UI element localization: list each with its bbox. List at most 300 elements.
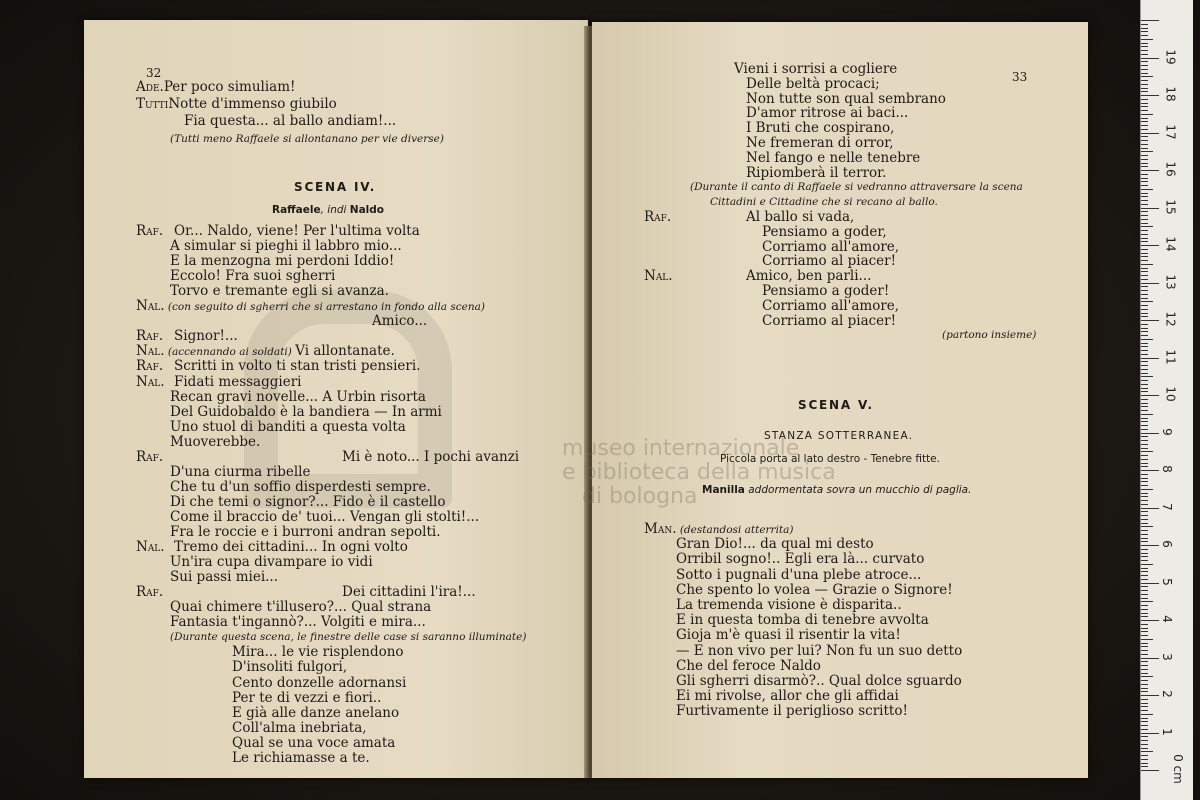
- watermark-line: di bologna: [582, 484, 698, 509]
- ruler-tick: [1141, 481, 1148, 482]
- ruler-tick: [1141, 271, 1148, 272]
- speaker-line: [136, 584, 476, 601]
- ruler-tick: [1141, 766, 1148, 767]
- verse-line: Torvo e tremante egli si avanza.: [170, 283, 389, 300]
- ruler-tick: [1141, 770, 1159, 771]
- speaker-line: [644, 209, 855, 225]
- ruler-label: 10: [1163, 386, 1178, 402]
- ruler-tick: [1141, 440, 1148, 441]
- stage-direction: Cittadini e Cittadine che si recano al ballo.: [710, 196, 938, 209]
- verse-line: Le richiamasse a te.: [232, 749, 370, 766]
- ruler-tick: [1141, 598, 1148, 599]
- ruler-tick: [1141, 628, 1148, 629]
- page-number: 33: [1012, 70, 1028, 84]
- ruler-tick: [1141, 530, 1148, 531]
- ruler-tick: [1141, 144, 1148, 145]
- ruler-tick: [1141, 219, 1148, 220]
- ruler-tick: [1141, 133, 1159, 134]
- ruler-tick: [1141, 211, 1148, 212]
- ruler-tick: [1141, 624, 1148, 625]
- speaker-line: [136, 299, 485, 315]
- ruler-tick: [1141, 553, 1148, 554]
- ruler-label: 4: [1159, 615, 1174, 623]
- ruler-label: 12: [1163, 311, 1178, 327]
- ruler-tick: [1141, 635, 1148, 636]
- ruler-tick: [1141, 286, 1148, 287]
- verse-line: — E non vivo per lui? Non fu un suo detto: [676, 642, 963, 659]
- ruler-tick: [1141, 496, 1148, 497]
- ruler-tick: [1141, 586, 1148, 587]
- verse-line: [136, 97, 337, 112]
- ruler-tick: [1141, 410, 1148, 411]
- ruler-tick: [1141, 474, 1148, 475]
- ruler-tick: [1141, 571, 1148, 572]
- ruler-tick: [1141, 223, 1148, 224]
- ruler-tick: [1141, 208, 1159, 209]
- ruler-tick: [1141, 309, 1148, 310]
- ruler-tick: [1141, 65, 1148, 66]
- ruler-tick: [1141, 560, 1148, 561]
- ruler-tick: [1141, 706, 1148, 707]
- stage-direction: (Durante questa scena, le finestre delle case si saranno illuminate): [170, 631, 527, 644]
- speaker: Raf.: [136, 584, 164, 601]
- ruler-tick: [1141, 335, 1148, 336]
- ruler-tick: [1141, 631, 1148, 632]
- verse-text: Al ballo si vada,: [746, 209, 855, 225]
- ruler-tick: [1141, 193, 1148, 194]
- stage-direction: (Durante il canto di Raffaele si vedranno attraversare la scena: [690, 181, 1023, 194]
- ruler-tick: [1141, 583, 1159, 584]
- watermark-text: [562, 437, 836, 509]
- speaker: Raf.: [136, 358, 164, 375]
- ruler-tick: [1141, 31, 1148, 32]
- scene-subtitle: [272, 204, 384, 216]
- speaker: Nal.: [136, 539, 165, 556]
- ruler-tick: [1141, 470, 1159, 471]
- page-number: 32: [146, 66, 162, 80]
- verse-line: Corriamo al piacer!: [762, 253, 897, 270]
- ruler-tick: [1141, 46, 1148, 47]
- ruler-label: 2: [1159, 690, 1174, 698]
- measurement-ruler: [1140, 0, 1193, 800]
- ruler-tick: [1141, 729, 1148, 730]
- ruler-tick: [1141, 361, 1148, 362]
- ruler-tick: [1141, 103, 1148, 104]
- verse-line: Di che temi o signor?... Fido è il castello: [170, 493, 446, 510]
- verse-line: Sui passi miei...: [170, 569, 279, 586]
- ruler-label: 19: [1163, 48, 1178, 65]
- ruler-tick: [1141, 714, 1153, 715]
- verse-text: Tremo dei cittadini... In ogni volto: [174, 539, 408, 556]
- watermark-line: e biblioteca della musica: [562, 460, 836, 485]
- verse-line: Non tutte son qual sembrano: [746, 90, 946, 107]
- ruler-tick: [1141, 163, 1148, 164]
- ruler-tick: [1141, 699, 1148, 700]
- ruler-tick: [1141, 478, 1148, 479]
- ruler-tick: [1141, 260, 1148, 261]
- ruler-tick: [1141, 316, 1148, 317]
- verse-line: Mira... le vie risplendono: [232, 644, 404, 661]
- scene-place: STANZA SOTTERRANEA.: [764, 430, 914, 442]
- verse-line: Uno stuol di banditi a questa volta: [170, 418, 406, 435]
- ruler-tick: [1141, 616, 1148, 617]
- ruler-tick: [1141, 279, 1148, 280]
- verse-line: Fia questa... al ballo andiam!...: [184, 113, 397, 129]
- ruler-tick: [1141, 545, 1159, 546]
- verse-line: [136, 80, 295, 95]
- ruler-tick: [1141, 54, 1148, 55]
- speaker: Nal.: [644, 268, 673, 285]
- ruler-tick: [1141, 425, 1148, 426]
- verse-line: Vieni i sorrisi a cogliere: [734, 61, 898, 77]
- ruler-tick: [1141, 365, 1148, 366]
- ruler-label: 13: [1163, 273, 1178, 290]
- ruler-tick: [1141, 170, 1159, 171]
- verse-text: Fidati messaggieri: [174, 373, 302, 390]
- ruler-tick: [1141, 455, 1148, 456]
- ruler-tick: [1141, 594, 1148, 595]
- verse-line: I Bruti che cospirano,: [746, 120, 895, 137]
- ruler-tick: [1141, 88, 1148, 89]
- ruler-tick: [1141, 684, 1148, 685]
- ruler-tick: [1141, 384, 1148, 385]
- ruler-tick: [1141, 541, 1148, 542]
- ruler-tick: [1141, 504, 1148, 505]
- speaker-line: [136, 358, 421, 375]
- verse-text: Signor!...: [174, 328, 238, 345]
- ruler-tick: [1141, 489, 1153, 490]
- ruler-tick: [1141, 283, 1159, 284]
- ruler-tick: [1141, 695, 1159, 696]
- ruler-tick: [1141, 500, 1148, 501]
- character-name: Raffaele: [272, 204, 321, 216]
- stage-direction: (accennando ai soldati): [164, 346, 296, 359]
- ruler-tick: [1141, 294, 1148, 295]
- ruler-tick: [1141, 399, 1148, 400]
- ruler-tick: [1141, 744, 1148, 745]
- verse-line: Recan gravi novelle... A Urbin risorta: [170, 388, 426, 405]
- ruler-tick: [1141, 388, 1148, 389]
- ruler-label: 8: [1159, 465, 1174, 473]
- ruler-tick: [1141, 268, 1148, 269]
- ruler-tick: [1141, 654, 1148, 655]
- ruler-tick: [1141, 226, 1153, 227]
- verse-line: Pensiamo a goder,: [762, 223, 887, 240]
- scene-character: [702, 484, 971, 496]
- ruler-tick: [1141, 331, 1148, 332]
- speaker: Man.: [644, 521, 677, 537]
- ruler-tick: [1141, 763, 1148, 764]
- ruler-tick: [1141, 350, 1148, 351]
- ruler-tick: [1141, 354, 1148, 355]
- ruler-tick: [1141, 721, 1148, 722]
- ruler-tick: [1141, 609, 1148, 610]
- character-name: Naldo: [349, 204, 384, 216]
- stage-direction: (destandosi atterrita): [676, 524, 794, 536]
- ruler-tick: [1141, 590, 1148, 591]
- verse-line: La tremenda visione è disparita..: [676, 597, 902, 613]
- ruler-tick: [1141, 91, 1148, 92]
- verse-line: Sotto i pugnali d'una plebe atroce...: [676, 566, 922, 583]
- verse-line: Fra le roccie e i burroni andran sepolti.: [170, 524, 441, 540]
- ruler-tick: [1141, 58, 1159, 59]
- speaker-line: [136, 373, 302, 390]
- verse-line: Gioja m'è quasi il risentir la vita!: [676, 627, 901, 644]
- ruler-tick: [1141, 80, 1148, 81]
- right-page: [562, 22, 1088, 778]
- ruler-tick: [1141, 301, 1153, 302]
- ruler-tick: [1141, 736, 1148, 737]
- ruler-label: 11: [1163, 348, 1178, 365]
- ruler-tick: [1141, 24, 1148, 25]
- verse-line: E la menzogna mi perdoni Iddio!: [170, 253, 395, 270]
- ruler-tick: [1141, 264, 1153, 265]
- verse-line: Gran Dio!... da qual mi desto: [676, 536, 874, 553]
- verse-line: Amico...: [372, 313, 428, 330]
- verse-line: Cento donzelle adornansi: [232, 674, 407, 691]
- ruler-tick: [1141, 515, 1148, 516]
- ruler-tick: [1141, 380, 1148, 381]
- ruler-tick: [1141, 339, 1153, 340]
- ruler-tick: [1141, 328, 1148, 329]
- verse-text: Dei cittadini l'ira!...: [342, 584, 476, 601]
- ruler-tick: [1141, 451, 1153, 452]
- verse-line: Muoverebbe.: [170, 433, 261, 450]
- verse-line: D'una ciurma ribelle: [170, 463, 311, 480]
- ruler-tick: [1141, 661, 1148, 662]
- ruler-tick: [1141, 406, 1148, 407]
- ruler-tick: [1141, 508, 1159, 509]
- ruler-tick: [1141, 466, 1148, 467]
- ruler-tick: [1141, 613, 1148, 614]
- character-description: addormentata sovra un mucchio di paglia.: [748, 484, 972, 496]
- speaker: Ade.: [136, 79, 164, 95]
- ruler-tick: [1141, 373, 1148, 374]
- verse-line: Nel fango e nelle tenebre: [746, 149, 921, 166]
- ruler-tick: [1141, 564, 1153, 565]
- ruler-tick: [1141, 395, 1159, 396]
- speaker: Raf.: [136, 223, 164, 239]
- ruler-tick: [1141, 148, 1148, 149]
- ruler-tick: [1141, 519, 1148, 520]
- ruler-tick: [1141, 733, 1159, 734]
- verse-line: Qual se una voce amata: [232, 734, 396, 751]
- ruler-tick: [1141, 95, 1159, 96]
- verse-text: Or... Naldo, viene! Per l'ultima volta: [174, 223, 420, 239]
- ruler-tick: [1141, 50, 1148, 51]
- verse-text: Vi allontanate.: [295, 343, 395, 360]
- ruler-tick: [1141, 673, 1148, 674]
- ruler-tick: [1141, 305, 1148, 306]
- ruler-tick: [1141, 575, 1148, 576]
- ruler-label: 14: [1163, 236, 1178, 252]
- ruler-tick: [1141, 35, 1148, 36]
- ruler-tick: [1141, 298, 1148, 299]
- ruler-label: 1: [1159, 727, 1174, 736]
- ruler-tick: [1141, 601, 1153, 602]
- ruler-tick: [1141, 680, 1148, 681]
- verse-text: Per poco simuliam!: [163, 79, 296, 95]
- ruler-tick: [1141, 418, 1148, 419]
- verse-line: Ripiomberà il terror.: [746, 164, 887, 181]
- ruler-tick: [1141, 256, 1148, 257]
- ruler-tick: [1141, 185, 1148, 186]
- verse-line: Pensiamo a goder!: [762, 283, 890, 299]
- verse-text: Notte d'immenso giubilo: [168, 96, 337, 112]
- ruler-tick: [1141, 238, 1148, 239]
- ruler-tick: [1141, 39, 1153, 40]
- ruler-tick: [1141, 204, 1148, 205]
- ruler-tick: [1141, 313, 1148, 314]
- ruler-tick: [1141, 620, 1159, 621]
- ruler-tick: [1141, 725, 1148, 726]
- ruler-tick: [1141, 703, 1148, 704]
- ruler-tick: [1141, 61, 1148, 62]
- verse-line: Gli sgherri disarmò?.. Qual dolce sguardo: [676, 673, 962, 689]
- ruler-tick: [1141, 688, 1148, 689]
- verse-line: Ei mi rivolse, allor che gli affidai: [676, 688, 899, 705]
- verse-line: Del Guidobaldo è la bandiera — In armi: [170, 403, 442, 420]
- ruler-tick: [1141, 436, 1148, 437]
- speaker-line: [136, 328, 238, 345]
- ruler-tick: [1141, 669, 1148, 670]
- ruler-tick: [1141, 421, 1148, 422]
- ruler-tick: [1141, 414, 1153, 415]
- ruler-tick: [1141, 691, 1148, 692]
- verse-line: Quai chimere t'illusero?... Qual strana: [170, 599, 432, 616]
- verse-line: Che tu d'un soffio disperdesti sempre.: [170, 478, 431, 495]
- ruler-tick: [1141, 118, 1148, 119]
- ruler-tick: [1141, 234, 1148, 235]
- ruler-tick: [1141, 275, 1148, 276]
- ruler-tick: [1141, 391, 1148, 392]
- scene-title: SCENA V.: [798, 398, 874, 412]
- ruler-tick: [1141, 84, 1148, 85]
- verse-line: Eccolo! Fra suoi sgherri: [170, 268, 336, 285]
- verse-line: Un'ira cupa divampare io vidi: [170, 554, 373, 571]
- ruler-label: 0 cm: [1170, 754, 1185, 784]
- ruler-tick: [1141, 444, 1148, 445]
- verse-text: Scritti in volto ti stan tristi pensieri.: [174, 358, 421, 375]
- speaker: Nal.: [136, 373, 165, 390]
- stage-direction: (partono insieme): [942, 329, 1037, 342]
- ruler-tick: [1141, 676, 1153, 677]
- ruler-tick: [1141, 320, 1159, 321]
- ruler-tick: [1141, 358, 1159, 359]
- ruler-tick: [1141, 253, 1148, 254]
- ruler-tick: [1141, 69, 1148, 70]
- verse-line: Coll'alma inebriata,: [232, 719, 367, 736]
- ruler-tick: [1141, 106, 1148, 107]
- ruler-tick: [1141, 748, 1148, 749]
- ruler-tick: [1141, 376, 1153, 377]
- ruler-tick: [1141, 159, 1148, 160]
- ruler-tick: [1141, 740, 1148, 741]
- left-page: [84, 20, 588, 778]
- ruler-tick: [1141, 369, 1148, 370]
- ruler-tick: [1141, 140, 1148, 141]
- ruler-tick: [1141, 230, 1148, 231]
- verse-line: D'amor ritrose ai baci...: [746, 105, 909, 122]
- ruler-tick: [1141, 605, 1148, 606]
- ruler-label: 15: [1163, 198, 1178, 215]
- ruler-tick: [1141, 121, 1148, 122]
- ruler-tick: [1141, 136, 1148, 137]
- verse-line: E già alle danze anelano: [232, 704, 400, 721]
- ruler-tick: [1141, 433, 1159, 434]
- ruler-tick: [1141, 20, 1159, 21]
- verse-line: Corriamo al piacer!: [762, 312, 897, 329]
- ruler-tick: [1141, 215, 1148, 216]
- ruler-tick: [1141, 324, 1148, 325]
- verse-line: Come il braccio de' tuoi... Vengan gli stolti!...: [170, 508, 480, 525]
- verse-line: Che del feroce Naldo: [676, 657, 821, 674]
- verse-line: A simular si pieghi il labbro mio...: [170, 238, 402, 255]
- ruler-tick: [1141, 151, 1153, 152]
- ruler-tick: [1141, 538, 1148, 539]
- stage-direction: (con seguito di sgherri che si arrestano in fondo alla scena): [164, 301, 485, 314]
- verse-line: Fantasia t'ingannò?... Volgiti e mira...: [170, 614, 426, 631]
- ruler-tick: [1141, 463, 1148, 464]
- ruler-tick: [1141, 485, 1148, 486]
- ruler-tick: [1141, 511, 1148, 512]
- ruler-tick: [1141, 710, 1148, 711]
- ruler-tick: [1141, 196, 1148, 197]
- verse-text: Amico, ben parli...: [746, 268, 872, 285]
- ruler-label: 3: [1159, 652, 1174, 661]
- verse-line: Delle beltà procaci;: [746, 75, 880, 92]
- ruler-tick: [1141, 290, 1148, 291]
- verse-text: Mi è noto... I pochi avanzi: [342, 448, 520, 465]
- ruler-tick: [1141, 155, 1148, 156]
- speaker: Raf.: [644, 209, 672, 225]
- ruler-tick: [1141, 448, 1148, 449]
- ruler-tick: [1141, 200, 1148, 201]
- ruler-tick: [1141, 534, 1148, 535]
- ruler-tick: [1141, 579, 1148, 580]
- ruler-tick: [1141, 759, 1148, 760]
- speaker-line: [136, 448, 520, 465]
- speaker: Nal.: [136, 298, 165, 315]
- ruler-label: 5: [1159, 577, 1174, 586]
- ruler-tick: [1141, 245, 1159, 246]
- ruler-tick: [1141, 125, 1148, 126]
- ruler-label: 9: [1159, 427, 1174, 436]
- speaker: Raf.: [136, 448, 164, 465]
- ruler-label: 16: [1163, 161, 1178, 177]
- ruler-tick: [1141, 43, 1148, 44]
- verse-line: Che spento lo volea — Grazie o Signore!: [676, 581, 953, 598]
- ruler-tick: [1141, 174, 1148, 175]
- ruler-tick: [1141, 526, 1153, 527]
- ruler-tick: [1141, 76, 1153, 77]
- scene-description: Piccola porta al lato destro - Tenebre fitte.: [720, 453, 940, 465]
- speaker: Raf.: [136, 328, 164, 345]
- ruler-tick: [1141, 181, 1148, 182]
- ruler-tick: [1141, 129, 1148, 130]
- verse-line: Per te di vezzi e fiori..: [232, 689, 382, 706]
- ruler-tick: [1141, 755, 1148, 756]
- ruler-tick: [1141, 650, 1148, 651]
- verse-line: E in questa tomba di tenebre avvolta: [676, 612, 929, 629]
- ruler-tick: [1141, 110, 1148, 111]
- ruler-tick: [1141, 99, 1148, 100]
- stage-direction: (Tutti meno Raffaele si allontanano per vie diverse): [170, 133, 444, 145]
- ruler-tick: [1141, 658, 1159, 659]
- ruler-tick: [1141, 549, 1148, 550]
- scene-title: SCENA IV.: [294, 180, 377, 194]
- speaker-line: [136, 223, 420, 239]
